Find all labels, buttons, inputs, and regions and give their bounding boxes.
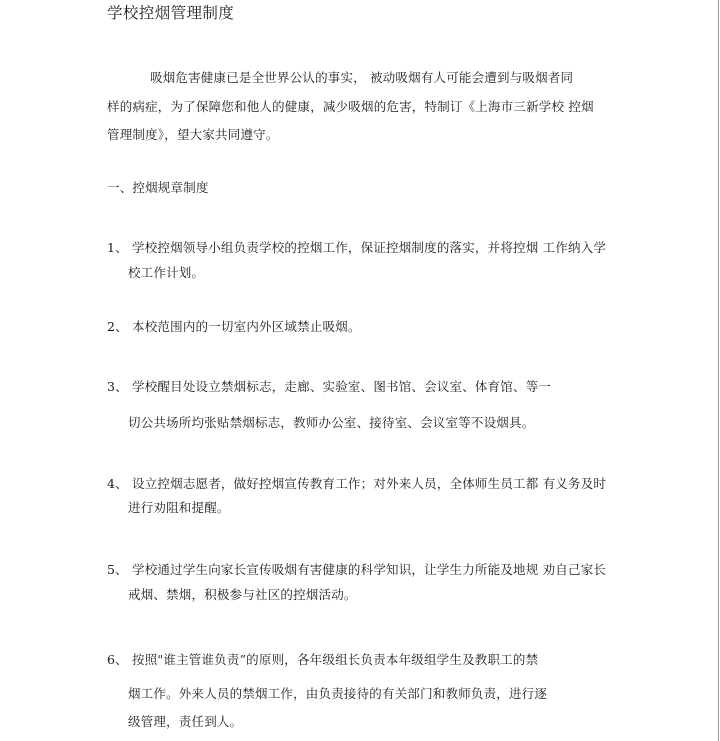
item-6-line-1: 6、 按照"谁主管谁负责”的原则，各年级组长负责本年级组学生及教职工的禁	[107, 652, 539, 667]
intro-line-3: 管理制度》，望大家共同遵守。	[107, 127, 279, 142]
item-4-line-1: 4、 设立控烟志愿者，做好控烟宣传教育工作；对外来人员，全体师生员工都 有义务及时	[107, 476, 607, 491]
item-5-line-1: 5、 学校通过学生向家长宣传吸烟有害健康的科学知识，让学生力所能及地规 劝自己家长	[107, 562, 607, 577]
item-6-line-3: 级管理，责任到人。	[128, 714, 243, 729]
section-heading: 一、控烟规章制度	[107, 180, 209, 195]
item-3-line-2: 切公共场所均张贴禁烟标志，教师办公室、接待室、会议室等不设烟具。	[128, 415, 535, 430]
document-title: 学校控烟管理制度	[107, 4, 235, 22]
item-2-line-1: 2、 本校范围内的一切室内外区域禁止吸烟。	[107, 319, 361, 334]
item-6-line-2: 烟工作。外来人员的禁烟工作，由负责接待的有关部门和教师负责，进行逐	[128, 686, 548, 701]
intro-line-1b: 被动吸烟有人可能会遭到与吸烟者同	[370, 70, 574, 85]
intro-line-2: 样的病症，为了保障您和他人的健康，减少吸烟的危害，特制订《上海市三新学校 控烟	[107, 99, 594, 114]
item-4-line-2: 进行劝阻和提醒。	[128, 500, 230, 515]
item-1-line-1: 1、 学校控烟领导小组负责学校的控烟工作，保证控烟制度的落实，并将控烟 工作纳入学	[107, 240, 607, 255]
item-3-line-1: 3、 学校醒目处设立禁烟标志，走廊、实验室、图书馆、会议室、体育馆、等一	[107, 379, 552, 394]
item-1-line-2: 校工作计划。	[128, 265, 205, 280]
item-5-line-2: 戒烟、禁烟，积极参与社区的控烟活动。	[128, 587, 357, 602]
intro-line-1a: 吸烟危害健康已是全世界公认的事实，	[150, 70, 366, 85]
